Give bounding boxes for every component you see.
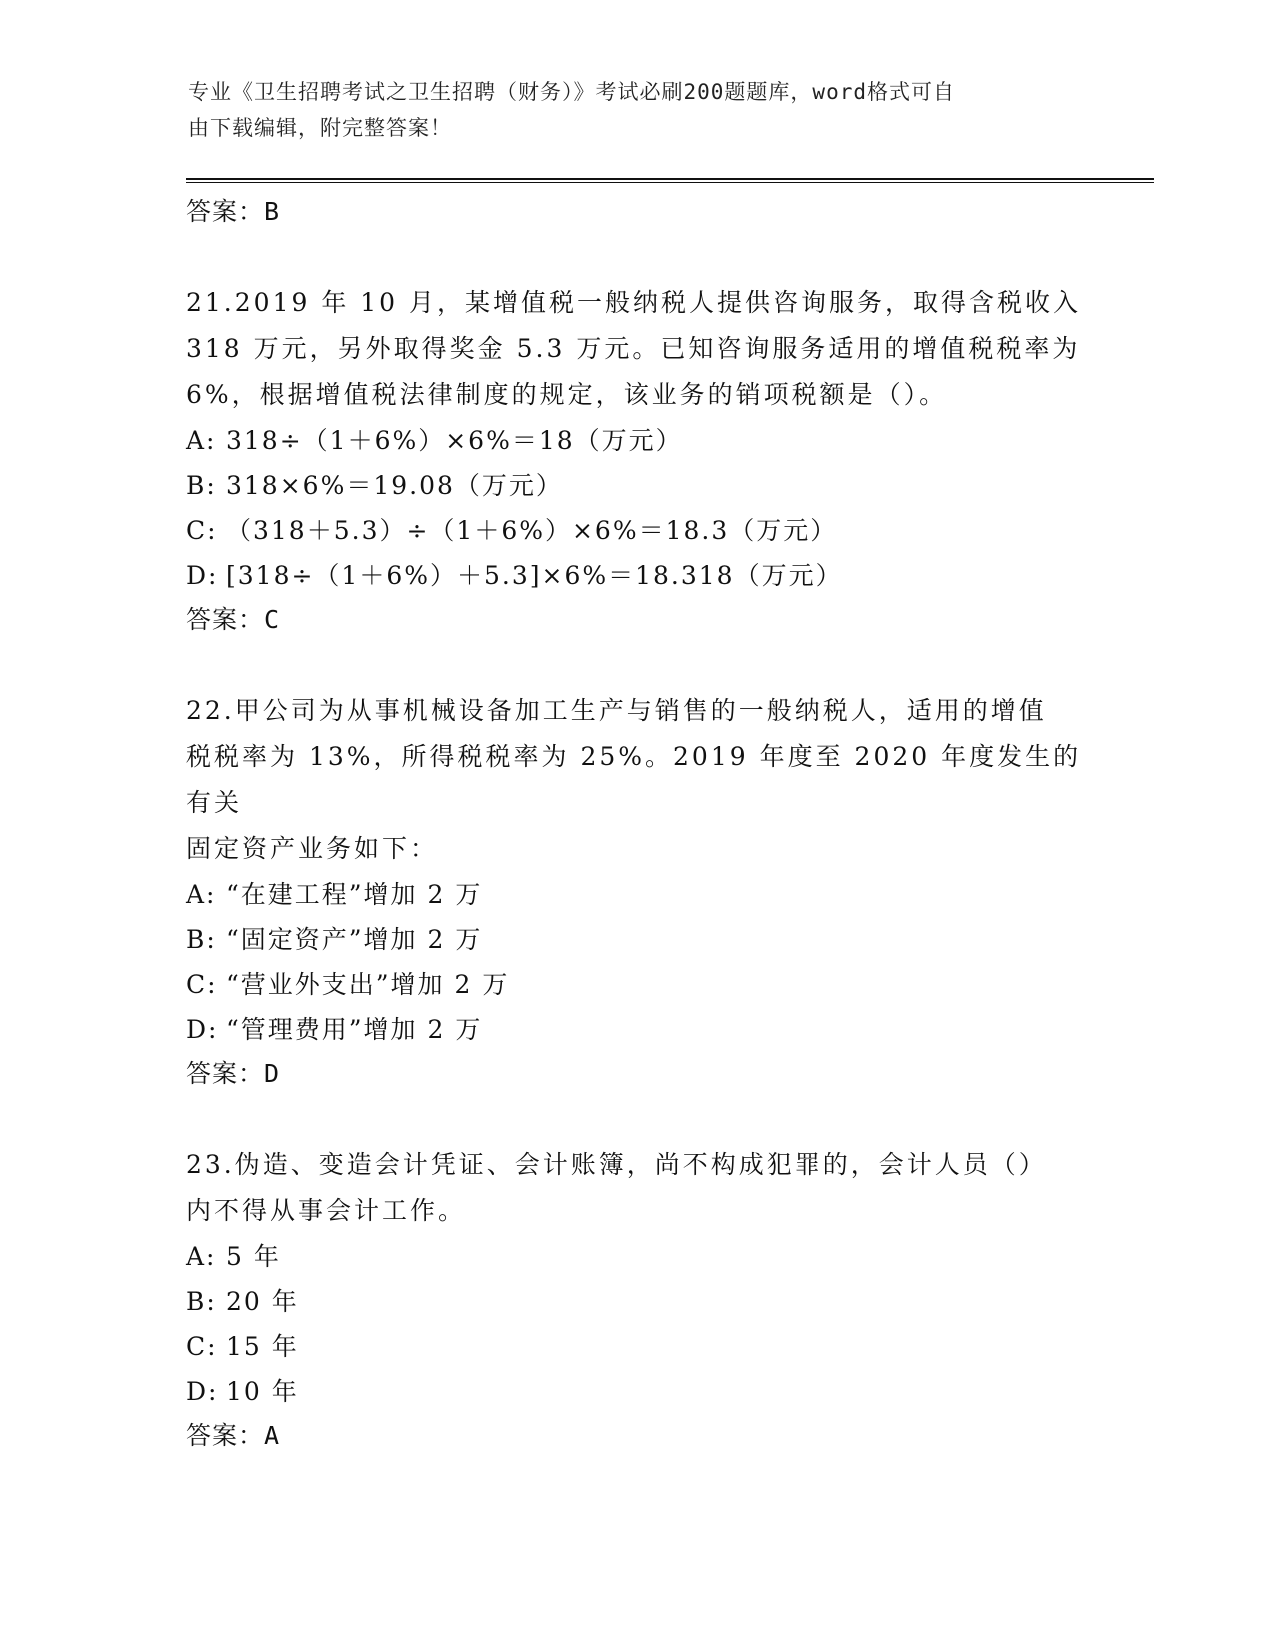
option-c xyxy=(186,1324,1086,1369)
stem-line: 税税率为 13%，所得税税率为 25%。2019 年度至 2020 年度发生的有关 xyxy=(186,742,1082,817)
option-text: [318÷（1＋6%）＋5.3]×6%＝18.318（万元） xyxy=(226,561,843,590)
option-b xyxy=(186,463,1086,508)
question-21 xyxy=(186,280,1086,642)
option-letter: B: xyxy=(186,925,217,954)
option-text: 318÷（1＋6%）×6%＝18（万元） xyxy=(226,426,683,455)
option-b xyxy=(186,1279,1086,1324)
option-text: “在建工程”增加 2 万 xyxy=(226,880,483,909)
header-line-1: 专业《卫生招聘考试之卫生招聘（财务）》考试必刷200题题库，word格式可自 xyxy=(188,80,955,104)
option-text: 318×6%＝19.08（万元） xyxy=(226,471,563,500)
question-answer: 答案：A xyxy=(186,1421,281,1450)
stem-line: 21.2019 年 10 月，某增值税一般纳税人提供咨询服务，取得含税收入 xyxy=(186,288,1082,317)
option-c xyxy=(186,508,1086,553)
option-text: 15 年 xyxy=(226,1332,299,1361)
option-b xyxy=(186,917,1086,962)
header-divider xyxy=(186,178,1154,183)
option-d xyxy=(186,1369,1086,1414)
option-letter: C: xyxy=(186,516,218,545)
question-answer: 答案：C xyxy=(186,605,281,634)
option-letter: A: xyxy=(186,1242,217,1271)
question-stem xyxy=(186,688,1086,872)
option-text: 5 年 xyxy=(226,1242,281,1271)
option-letter: A: xyxy=(186,880,217,909)
stem-line: 固定资产业务如下： xyxy=(186,834,439,863)
option-letter: D: xyxy=(186,1377,219,1406)
option-letter: C: xyxy=(186,970,218,999)
option-letter: D: xyxy=(186,561,219,590)
option-text: 20 年 xyxy=(226,1287,299,1316)
option-text: “营业外支出”增加 2 万 xyxy=(226,970,510,999)
stem-line: 22.甲公司为从事机械设备加工生产与销售的一般纳税人，适用的增值 xyxy=(186,696,1047,725)
option-c xyxy=(186,962,1086,1007)
question-23 xyxy=(186,1142,1086,1458)
option-a xyxy=(186,1234,1086,1279)
question-stem xyxy=(186,280,1086,418)
document-header xyxy=(188,74,1088,146)
header-line-2: 由下载编辑，附完整答案！ xyxy=(188,116,452,140)
previous-answer: 答案：B xyxy=(186,197,281,226)
stem-line: 内不得从事会计工作。 xyxy=(186,1196,467,1225)
option-d xyxy=(186,1007,1086,1052)
option-a xyxy=(186,872,1086,917)
option-text: 10 年 xyxy=(226,1377,299,1406)
stem-line: 23.伪造、变造会计凭证、会计账簿，尚不构成犯罪的，会计人员（） xyxy=(186,1150,1047,1179)
option-letter: B: xyxy=(186,1287,217,1316)
option-letter: D: xyxy=(186,1015,219,1044)
option-letter: C: xyxy=(186,1332,218,1361)
option-text: “管理费用”增加 2 万 xyxy=(226,1015,483,1044)
option-letter: B: xyxy=(186,471,217,500)
question-answer: 答案：D xyxy=(186,1059,281,1088)
stem-line: 6%，根据增值税法律制度的规定，该业务的销项税额是（）。 xyxy=(186,380,948,409)
option-d xyxy=(186,553,1086,598)
question-list xyxy=(186,190,1086,1458)
stem-line: 318 万元，另外取得奖金 5.3 万元。已知咨询服务适用的增值税税率为 xyxy=(186,334,1081,363)
option-text: （318＋5.3）÷（1＋6%）×6%＝18.3（万元） xyxy=(226,516,838,545)
question-22 xyxy=(186,688,1086,1096)
option-letter: A: xyxy=(186,426,217,455)
option-a xyxy=(186,418,1086,463)
question-stem xyxy=(186,1142,1086,1234)
option-text: “固定资产”增加 2 万 xyxy=(226,925,483,954)
